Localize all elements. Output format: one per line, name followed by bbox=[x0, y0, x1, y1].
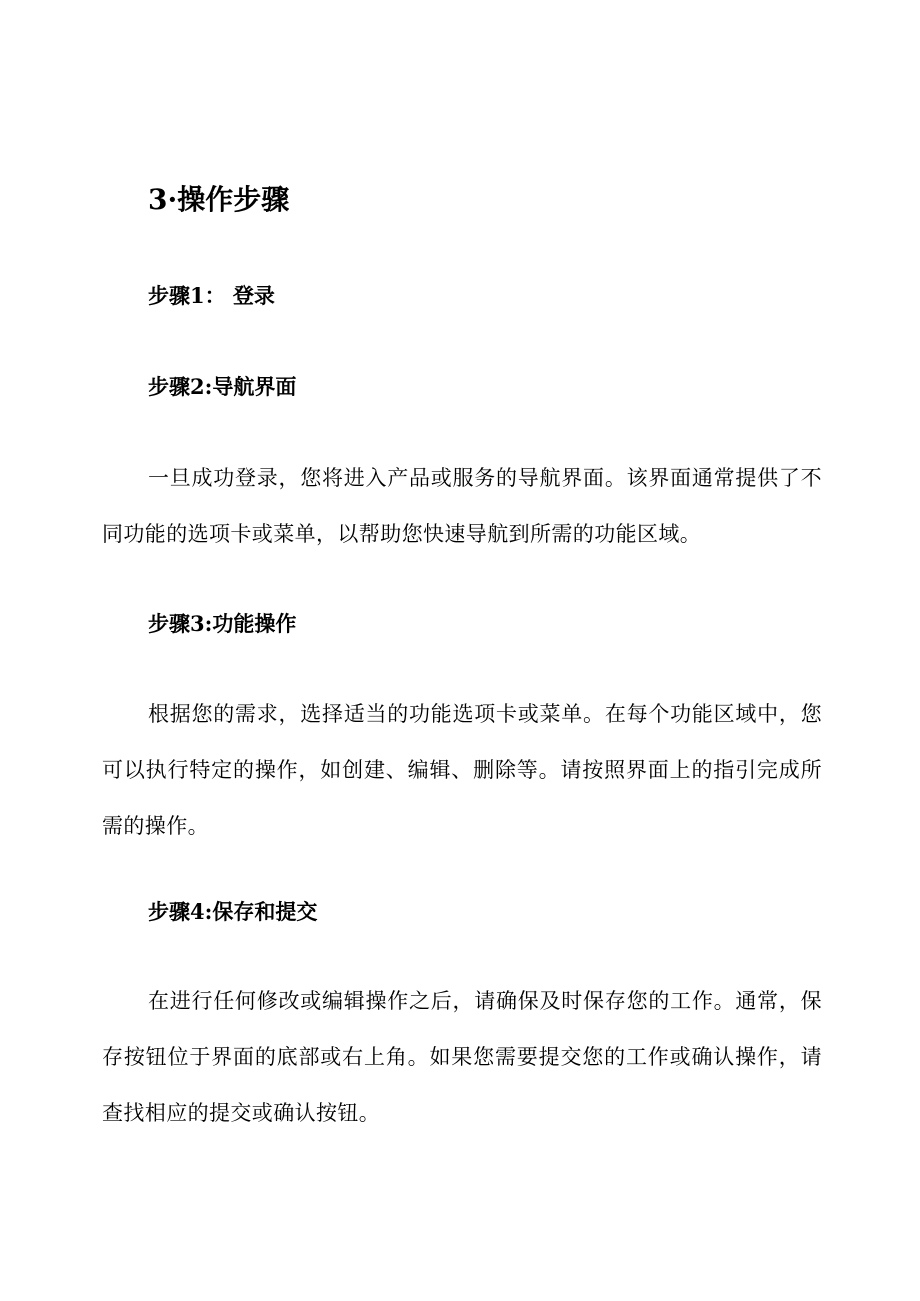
step-2-paragraph: 一旦成功登录，您将进入产品或服务的导航界面。该界面通常提供了不同功能的选项卡或菜单，以帮助您快速导航到所需的功能区域。 bbox=[102, 466, 822, 546]
step-2-heading: 步骤2:导航界面 bbox=[148, 374, 297, 399]
step-4-paragraph: 在进行任何修改或编辑操作之后，请确保及时保存您的工作。通常，保存按钮位于界面的底部或右上角。如果您需要提交您的工作或确认操作，请查找相应的提交或确认按钮。 bbox=[102, 989, 822, 1125]
step-3-paragraph: 根据您的需求，选择适当的功能选项卡或菜单。在每个功能区域中，您可以执行特定的操作，如创建、编辑、删除等。请按照界面上的指引完成所需的操作。 bbox=[102, 702, 822, 838]
section-title: 3·操作步骤 bbox=[148, 183, 290, 216]
step-1-heading: 步骤1： 登录 bbox=[148, 283, 275, 308]
step-4-heading: 步骤4:保存和提交 bbox=[148, 899, 318, 924]
step-3-heading: 步骤3:功能操作 bbox=[148, 611, 297, 636]
